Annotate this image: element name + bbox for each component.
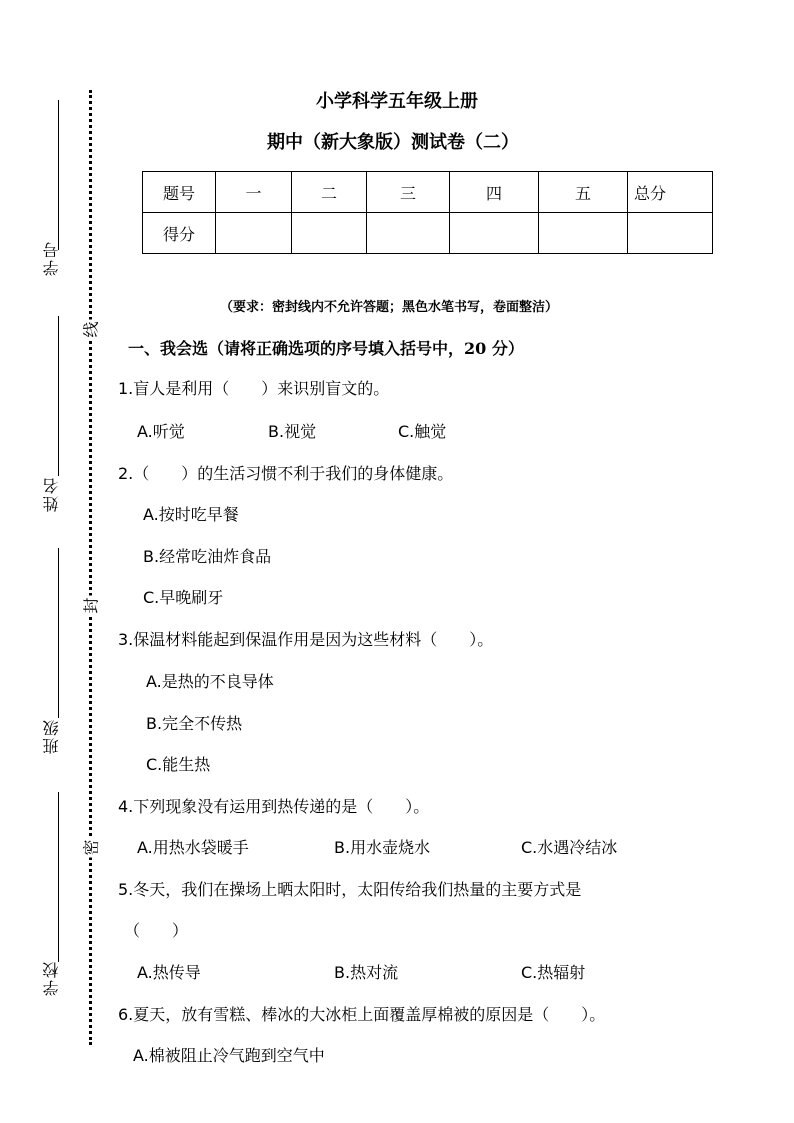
table-header-cell: 四: [450, 172, 539, 213]
school-line: [58, 792, 59, 962]
score-table: [142, 171, 713, 254]
q6-option-a: A.棉被阻止冷气跑到空气中: [133, 1046, 325, 1065]
q2-option-c: C.早晚刷牙: [143, 588, 224, 607]
table-header-cell: 总分: [628, 172, 713, 213]
student-id-label: 学号: [42, 240, 61, 276]
q1-option-c: C.触觉: [398, 422, 447, 441]
score-cell[interactable]: [539, 213, 628, 254]
student-id-line: [58, 100, 59, 250]
seal-dotted-line: [89, 90, 92, 1045]
score-cell[interactable]: [628, 213, 713, 254]
table-header-cell: 一: [216, 172, 292, 213]
question-2: 2.（ ）的生活习惯不利于我们的身体健康。: [118, 464, 454, 483]
q1-option-a: A.听觉: [137, 422, 185, 441]
q4-option-b: B.用水壶烧水: [334, 838, 431, 857]
score-cell[interactable]: [292, 213, 367, 254]
table-header-cell: 三: [367, 172, 450, 213]
class-line: [58, 548, 59, 718]
q5-option-a: A.热传导: [137, 963, 201, 982]
q2-option-b: B.经常吃油炸食品: [143, 547, 272, 566]
question-3: 3.保温材料能起到保温作用是因为这些材料（ ）。: [118, 630, 494, 649]
table-header-cell: 题号: [143, 172, 216, 213]
score-table-header-row: [143, 172, 713, 213]
q3-option-a: A.是热的不良导体: [146, 672, 274, 691]
table-header-cell: 五: [539, 172, 628, 213]
section-heading: 一、我会选（请将正确选项的序号填入括号中，20 分）: [128, 339, 524, 358]
score-cell[interactable]: [216, 213, 292, 254]
q5-option-c: C.热辐射: [521, 963, 586, 982]
seal-char-feng: 封: [79, 596, 102, 616]
exam-title: 小学科学五年级上册: [316, 91, 478, 112]
requirement-note: （要求：密封线内不允许答题；黑色水笔书写，卷面整洁）: [220, 300, 559, 315]
q4-option-c: C.水遇冷结冰: [521, 838, 618, 857]
school-label: 学校: [42, 960, 61, 996]
question-5-continuation: （ ）: [124, 921, 189, 940]
question-1: 1.盲人是利用（ ）来识别盲文的。: [118, 379, 390, 398]
class-label: 班级: [42, 718, 61, 754]
question-4: 4.下列现象没有运用到热传递的是（ ）。: [118, 797, 430, 816]
score-row-label: 得分: [143, 213, 216, 254]
q2-option-a: A.按时吃早餐: [143, 505, 239, 524]
name-label: 姓名: [42, 476, 61, 512]
seal-char-mi: 密: [79, 838, 102, 858]
seal-char-xian: 线: [79, 320, 102, 340]
table-header-cell: 二: [292, 172, 367, 213]
score-cell[interactable]: [450, 213, 539, 254]
q3-option-b: B.完全不传热: [146, 714, 243, 733]
q1-option-b: B.视觉: [268, 422, 317, 441]
score-cell[interactable]: [367, 213, 450, 254]
question-5: 5.冬天，我们在操场上晒太阳时，太阳传给我们热量的主要方式是: [118, 880, 582, 899]
exam-subtitle: 期中（新大象版）测试卷（二）: [267, 132, 519, 153]
q5-option-b: B.热对流: [334, 963, 399, 982]
score-table-score-row: [143, 213, 713, 254]
q3-option-c: C.能生热: [146, 755, 211, 774]
name-line: [58, 316, 59, 476]
question-6: 6.夏天，放有雪糕、棒冰的大冰柜上面覆盖厚棉被的原因是（ ）。: [118, 1005, 606, 1024]
q4-option-a: A.用热水袋暖手: [137, 838, 249, 857]
